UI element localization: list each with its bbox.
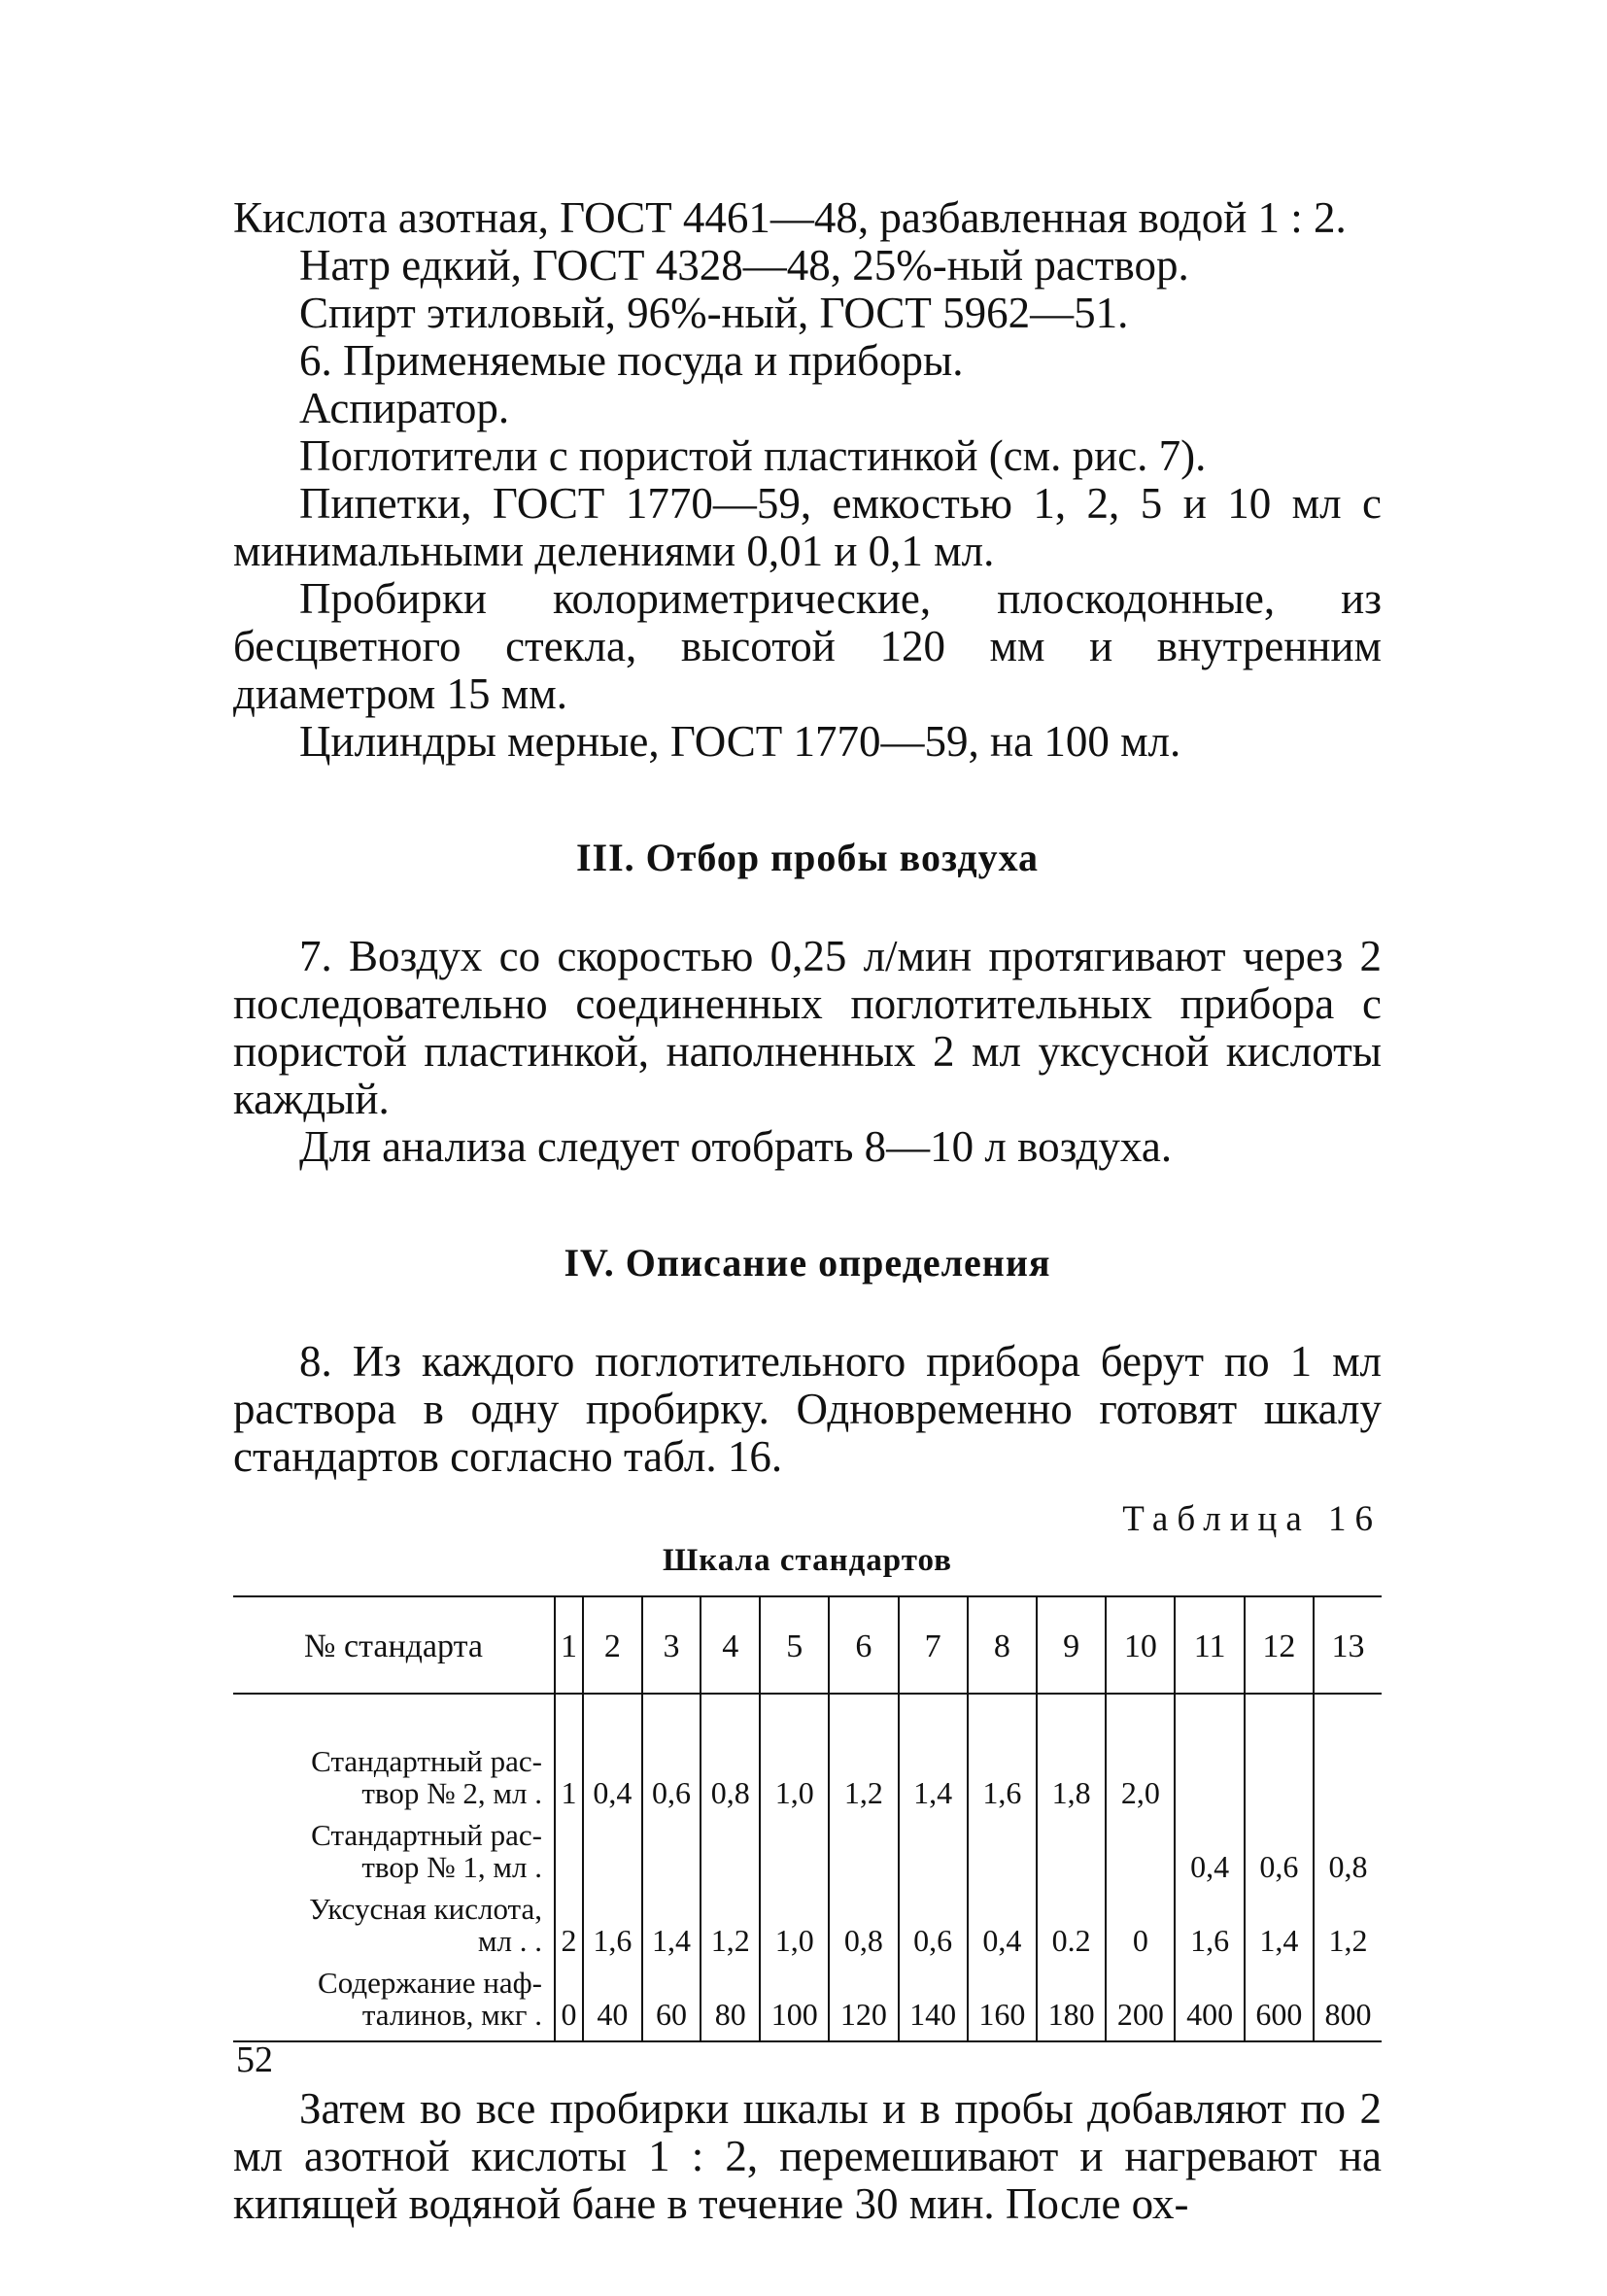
table-column-header: 9 [1037, 1596, 1106, 1694]
table-cell [583, 1809, 642, 1883]
text-paragraph: Аспиратор. [299, 384, 510, 432]
table-cell [701, 1809, 760, 1883]
row-label-line: Стандартный рас- [311, 1818, 542, 1852]
text-paragraph: Спирт этиловый, 96%-ный, ГОСТ 5962—51. [299, 289, 1129, 337]
table-cell: 0 [1106, 1883, 1175, 1957]
text-paragraph: 7. Воздух со скоростью 0,25 л/мин протягивают через 2 последовательно соединенных поглотительных прибора с пористой пластинкой, наполненных 2 мл уксусной кислоты каждый. [233, 932, 1382, 1123]
text-paragraph: 6. Применяемые посуда и приборы. [299, 336, 964, 385]
table-cell: 2,0 [1106, 1694, 1175, 1809]
table-cell: 1,2 [829, 1694, 898, 1809]
table-column-header: 5 [760, 1596, 829, 1694]
text-paragraph: Затем во все пробирки шкалы и в пробы добавляют по 2 мл азотной кислоты 1 : 2, перемешивают и нагревают на кипящей водяной бане в течение 30 мин. После ох- [233, 2084, 1382, 2228]
table-cell: 0,8 [701, 1694, 760, 1809]
row-label-line: мл . . [477, 1924, 542, 1958]
table-cell: 0,8 [1314, 1809, 1382, 1883]
table-cell: 800 [1314, 1957, 1382, 2041]
table-cell: 0,6 [642, 1694, 701, 1809]
row-label-line: Содержание наф- [318, 1966, 542, 2000]
row-label [233, 1957, 555, 2041]
table-row [233, 1957, 1382, 2041]
text-paragraph: Кислота азотная, ГОСТ 4461—48, разбавленная водой 1 : 2. [233, 193, 1347, 242]
table-cell: 100 [760, 1957, 829, 2041]
text-paragraph: Поглотители с пористой пластинкой (см. рис. 7). [299, 431, 1207, 480]
table-cell: 0,6 [1245, 1809, 1314, 1883]
table-cell: 600 [1245, 1957, 1314, 2041]
section-heading: IV. Описание определения [564, 1241, 1051, 1285]
table-cell: 1,6 [968, 1694, 1037, 1809]
text-paragraph: 8. Из каждого поглотительного прибора берут по 1 мл раствора в одну пробирку. Одновременно готовят шкалу стандартов согласно табл. 16. [233, 1337, 1382, 1481]
table-cell: 40 [583, 1957, 642, 2041]
table-cell: 160 [968, 1957, 1037, 2041]
table-cell: 1,8 [1037, 1694, 1106, 1809]
table-cell: 1,2 [1314, 1883, 1382, 1957]
table-column-header: 11 [1175, 1596, 1244, 1694]
table-cell [1037, 1809, 1106, 1883]
table-cell: 1,2 [701, 1883, 760, 1957]
table-number: Таблица 16 [1122, 1499, 1382, 1539]
table-cell: 1,0 [760, 1883, 829, 1957]
table-column-header: 1 [555, 1596, 583, 1694]
table-cell [829, 1809, 898, 1883]
table-column-header: 3 [642, 1596, 701, 1694]
table-cell: 0,8 [829, 1883, 898, 1957]
standards-table [233, 1595, 1382, 2042]
table-column-header: 4 [701, 1596, 760, 1694]
table-cell: 60 [642, 1957, 701, 2041]
table-body [233, 1694, 1382, 2041]
table-row [233, 1883, 1382, 1957]
row-label-line: талинов, мкг . [361, 1998, 542, 2032]
table-cell [1175, 1694, 1244, 1809]
table-cell: 1,4 [642, 1883, 701, 1957]
section-heading: III. Отбор пробы воздуха [575, 836, 1040, 879]
table-cell: 2 [555, 1883, 583, 1957]
table-cell [968, 1809, 1037, 1883]
text-paragraph: Цилиндры мерные, ГОСТ 1770—59, на 100 мл. [299, 717, 1181, 766]
table-cell [760, 1809, 829, 1883]
table-header-row [233, 1596, 1382, 1694]
text-paragraph: Пипетки, ГОСТ 1770—59, емкостью 1, 2, 5 и 10 мл с минимальными делениями 0,01 и 0,1 мл. [233, 479, 1382, 575]
table-column-header: 6 [829, 1596, 898, 1694]
table-cell: 0.2 [1037, 1883, 1106, 1957]
table-cell [1106, 1809, 1175, 1883]
row-label [233, 1809, 555, 1883]
table-cell [899, 1809, 968, 1883]
page-content [233, 194, 1382, 2228]
table-cell: 0 [555, 1957, 583, 2041]
table-cell: 1,4 [1245, 1883, 1314, 1957]
table-cell: 1,0 [760, 1694, 829, 1809]
table-column-header: 2 [583, 1596, 642, 1694]
table-cell [555, 1809, 583, 1883]
text-paragraph: Для анализа следует отобрать 8—10 л воздуха. [299, 1122, 1173, 1171]
table-row [233, 1809, 1382, 1883]
table-cell: 400 [1175, 1957, 1244, 2041]
table-column-header: 13 [1314, 1596, 1382, 1694]
table-row [233, 1694, 1382, 1809]
table-cell: 0,6 [899, 1883, 968, 1957]
row-label [233, 1694, 555, 1809]
table-title: Шкала стандартов [663, 1543, 952, 1578]
table-cell: 200 [1106, 1957, 1175, 2041]
text-paragraph: Натр едкий, ГОСТ 4328—48, 25%-ный раствор. [299, 241, 1189, 290]
table-cell: 1,6 [583, 1883, 642, 1957]
page-number: 52 [236, 2039, 273, 2080]
table-column-header: 12 [1245, 1596, 1314, 1694]
text-paragraph: Пробирки колориметрические, плоскодонные, из бесцветного стекла, высотой 120 мм и внутренним диаметром 15 мм. [233, 574, 1382, 718]
table-cell: 180 [1037, 1957, 1106, 2041]
row-label-line: Уксусная кислота, [309, 1892, 542, 1926]
row-label-line: твор № 2, мл . [361, 1776, 542, 1810]
row-label [233, 1883, 555, 1957]
table-row-header: № стандарта [233, 1596, 555, 1694]
row-label-line: Стандартный рас- [311, 1744, 542, 1778]
table-cell: 1 [555, 1694, 583, 1809]
table-cell: 1,4 [899, 1694, 968, 1809]
table-cell: 0,4 [583, 1694, 642, 1809]
table-cell [1245, 1694, 1314, 1809]
table-column-header: 7 [899, 1596, 968, 1694]
table-cell: 140 [899, 1957, 968, 2041]
row-label-line: твор № 1, мл . [361, 1850, 542, 1884]
table-cell: 0,4 [1175, 1809, 1244, 1883]
table-cell: 80 [701, 1957, 760, 2041]
table-column-header: 8 [968, 1596, 1037, 1694]
table-cell [1314, 1694, 1382, 1809]
table-cell: 1,6 [1175, 1883, 1244, 1957]
table-cell [642, 1809, 701, 1883]
table-column-header: 10 [1106, 1596, 1175, 1694]
table-cell: 0,4 [968, 1883, 1037, 1957]
table-cell: 120 [829, 1957, 898, 2041]
